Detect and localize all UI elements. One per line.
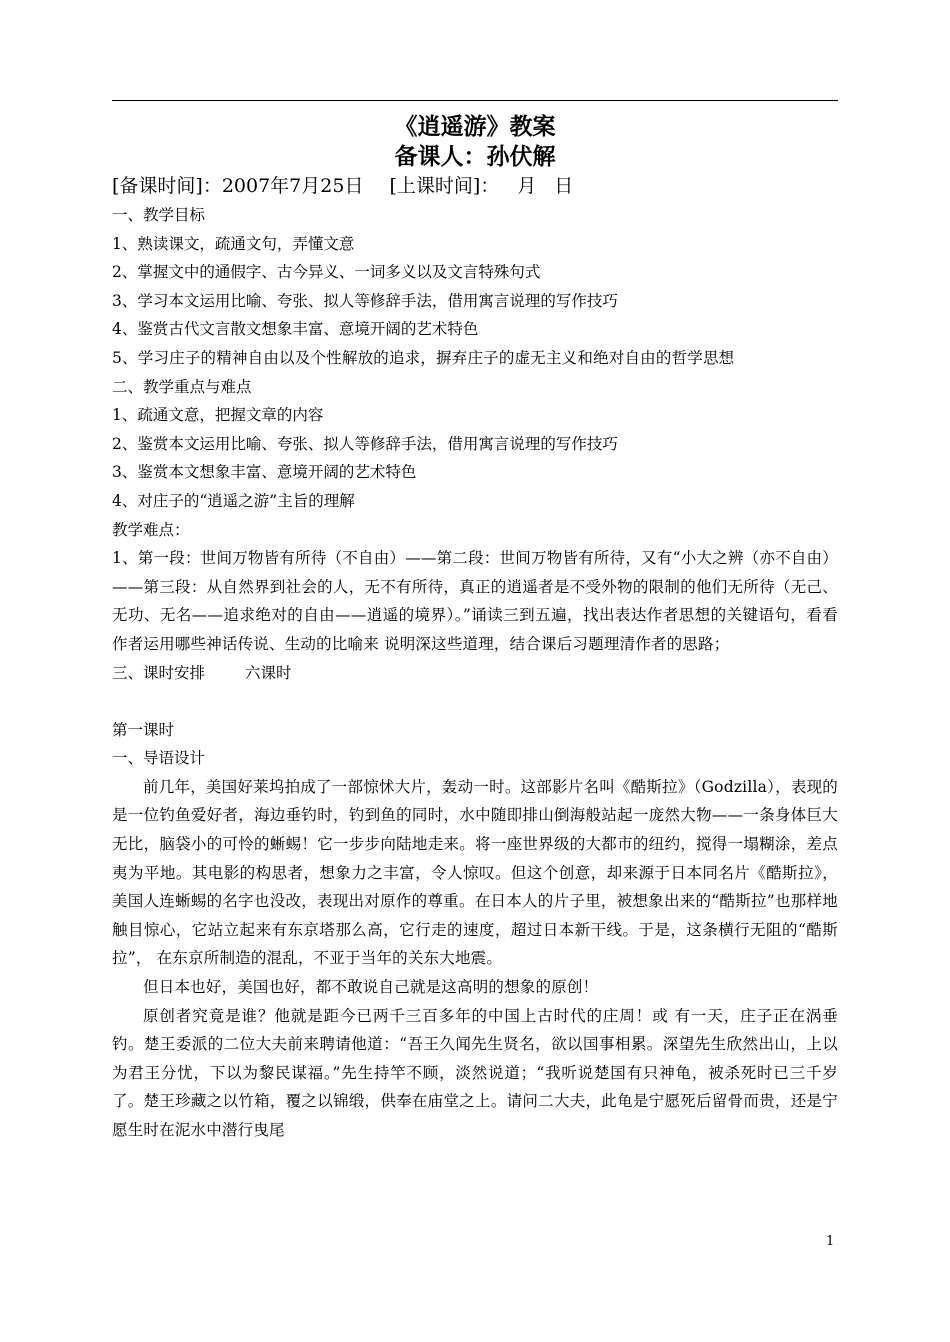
document-body: [112, 110, 838, 1145]
lesson-paragraph: 但日本也好，美国也好，都不敢说自己就是这高明的想象的原创！: [143, 978, 599, 997]
header-rule: [112, 100, 838, 101]
key-point-item: 1、疏通文意，把握文章的内容: [112, 406, 324, 425]
objective-item: 2、掌握文中的通假字、古今异义、一词多义以及文言特殊句式: [112, 263, 541, 282]
key-point-item: 4、对庄子的“逍遥之游”主旨的理解: [112, 491, 355, 510]
class-month: 月: [517, 175, 537, 197]
section-heading-key-points: 二、教学重点与难点: [112, 377, 252, 396]
key-point-item: 2、鉴赏本文运用比喻、夸张、拟人等修辞手法，借用寓言说理的写作技巧: [112, 434, 618, 453]
author-line: 备课人：孙伏解: [394, 143, 556, 170]
difficulty-heading: 教学难点：: [112, 520, 190, 539]
section-heading-objectives: 一、教学目标: [112, 206, 206, 224]
objective-item: 5、学习庄子的精神自由以及个性解放的追求，摒弃庄子的虚无主义和绝对自由的哲学思想: [112, 348, 735, 367]
class-time-label: [上课时间]：: [389, 175, 500, 197]
schedule-label: 三、课时安排: [112, 663, 206, 682]
difficulty-paragraph: 1、第一段：世间万物皆有所待（不自由）——第二段：世间万物皆有所待，又有“小大之辨（亦不自由）——第三段：从自然界到社会的人，无不有所待，真正的逍遥者是不受外物的限制的他们无所待（无己、无功、无名——追求绝对的自由——逍遥的境界）。”诵读三到五遍，找出表达作者思想的关键语句，看看作者运用哪些神话传说、生动的比喻来 说明深这些道理，结合课后习题理清作者的思路；: [112, 549, 838, 653]
date-line: [112, 172, 838, 200]
document-title: 《逍遥游》教案: [394, 113, 556, 140]
objective-item: 1、熟读课文，疏通文句，弄懂文意: [112, 234, 355, 253]
lesson-paragraph: 前几年，美国好莱坞拍成了一部惊怵大片，轰动一时。这部影片名叫《酷斯拉》（Godzilla），表现的是一位钓鱼爱好者，海边垂钓时，钓到鱼的同时，水中随即排山倒海般站起一庞然大物——一条身体巨大无比，脑袋小的可怜的蜥蜴！它一步步向陆地走来。将一座世界级的大都市的纽约，搅得一塌糊涂，差点夷为平地。其电影的构思者，想象力之丰富，令人惊叹。但这个创意，却来源于日本同名片《酷斯拉》，美国人连蜥蜴的名字也没改，表现出对原作的尊重。在日本人的片子里，被想象出来的“酷斯拉”也那样地触目惊心，它站立起来有东京塔那么高，它行走的速度，超过日本新干线。于是，这条横行无阻的“酷斯拉”， 在东京所制造的混乱，不亚于当年的关东大地震。: [112, 777, 838, 968]
objective-item: 4、鉴赏古代文言散文想象丰富、意境开阔的艺术特色: [112, 320, 479, 339]
key-point-item: 3、鉴赏本文想象丰富、意境开阔的艺术特色: [112, 463, 417, 482]
page-number: 1: [826, 1234, 835, 1249]
objective-item: 3、学习本文运用比喻、夸张、拟人等修辞手法，借用寓言说理的写作技巧: [112, 291, 618, 310]
blank-line: [112, 687, 838, 716]
section-heading-schedule: [112, 659, 838, 688]
prep-time-value: 2007年7月25日: [221, 175, 364, 197]
class-day: 日: [554, 175, 574, 197]
lesson-paragraph: 原创者究竟是谁？他就是距今已两千三百多年的中国上古时代的庄周！或 有一天，庄子正在涡垂钓。楚王委派的二位大夫前来聘请他道：“吾王久闻先生贤名，欲以国事相累。深望先生欣然出山，上以为君王分忧，下以为黎民谋福。”先生持竿不顾，淡然说道；“我听说楚国有只神龟，被杀死时已三千岁了。楚王珍藏之以竹箱，覆之以锦缎，供奉在庙堂之上。请问二大夫，此龟是宁愿死后留骨而贵，还是宁愿生时在泥水中潜行曳尾: [112, 1006, 838, 1139]
lesson-subheading: 一、导语设计: [112, 749, 206, 768]
lesson-heading: 第一课时: [112, 720, 175, 739]
prep-time-label: [备课时间]：: [112, 175, 222, 197]
schedule-value: 六课时: [245, 663, 292, 682]
